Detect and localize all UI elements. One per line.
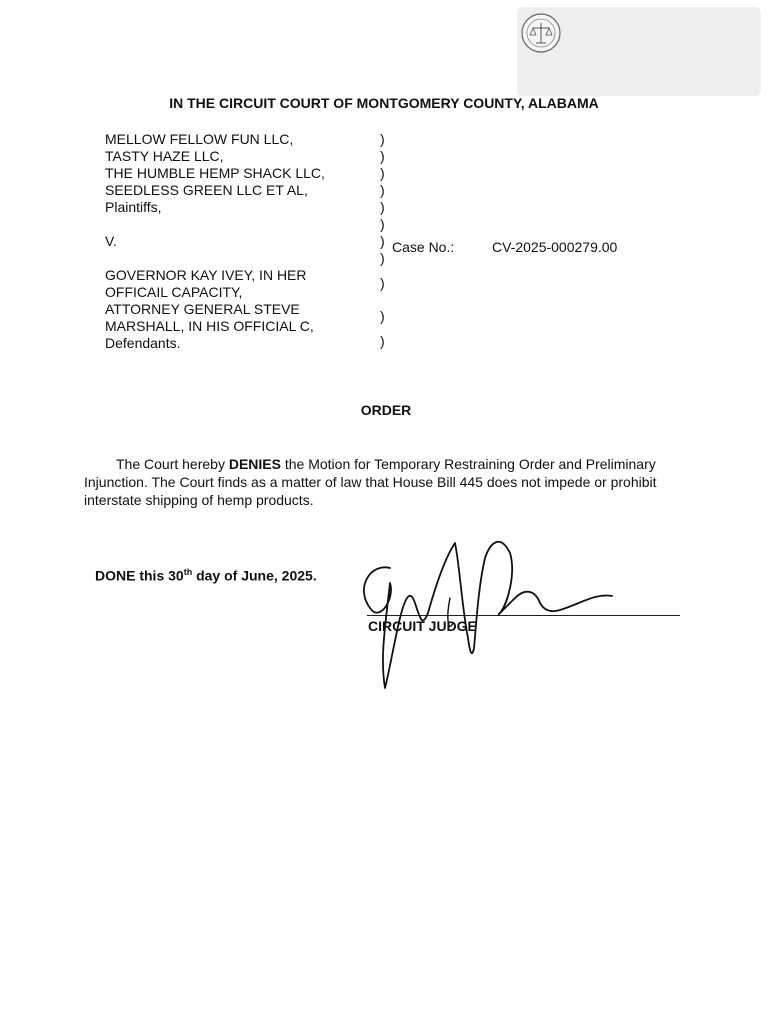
plaintiffs-label: Plaintiffs, [105,199,162,215]
case-number: CV-2025-000279.00 [492,239,618,255]
court-seal-icon [520,12,562,54]
order-body-lead: The Court hereby [116,456,229,472]
plaintiff-name: SEEDLESS GREEN LLC ET AL, [105,182,308,198]
defendants-label: Defendants. [105,335,181,351]
plaintiff-name: TASTY HAZE LLC, [105,148,224,164]
court-title: IN THE CIRCUIT COURT OF MONTGOMERY COUNTY, ALABAMA [169,95,599,111]
defendant-line: GOVERNOR KAY IVEY, IN HER [105,267,307,283]
order-body [84,455,694,509]
case-number-label: Case No.: [392,239,455,255]
caption-parentheses: ) ) ) ) ) ) ) ) ) ) ) [380,131,385,349]
judge-signature [350,528,630,698]
plaintiff-name: MELLOW FELLOW FUN LLC, [105,131,294,147]
versus-label: V. [105,233,117,249]
order-title: ORDER [360,402,412,418]
plaintiff-name: THE HUMBLE HEMP SHACK LLC, [105,165,325,181]
order-body-rest: the Motion for Temporary Restraining Order and Preliminary Injunction. The Court finds as a matter of law that House Bill 445 does not impede or prohibit interstate shipping of hemp products. [84,456,657,508]
defendant-line: ATTORNEY GENERAL STEVE [105,301,300,317]
case-caption-parties [105,131,385,352]
defendant-line: OFFICAIL CAPACITY, [105,284,243,300]
done-date: DONE this 30th day of June, 2025. [95,567,317,584]
order-body-emphasis: DENIES [228,456,281,472]
defendant-line: MARSHALL, IN HIS OFFICIAL C, [105,318,314,334]
judge-title: CIRCUIT JUDGE [368,618,477,634]
